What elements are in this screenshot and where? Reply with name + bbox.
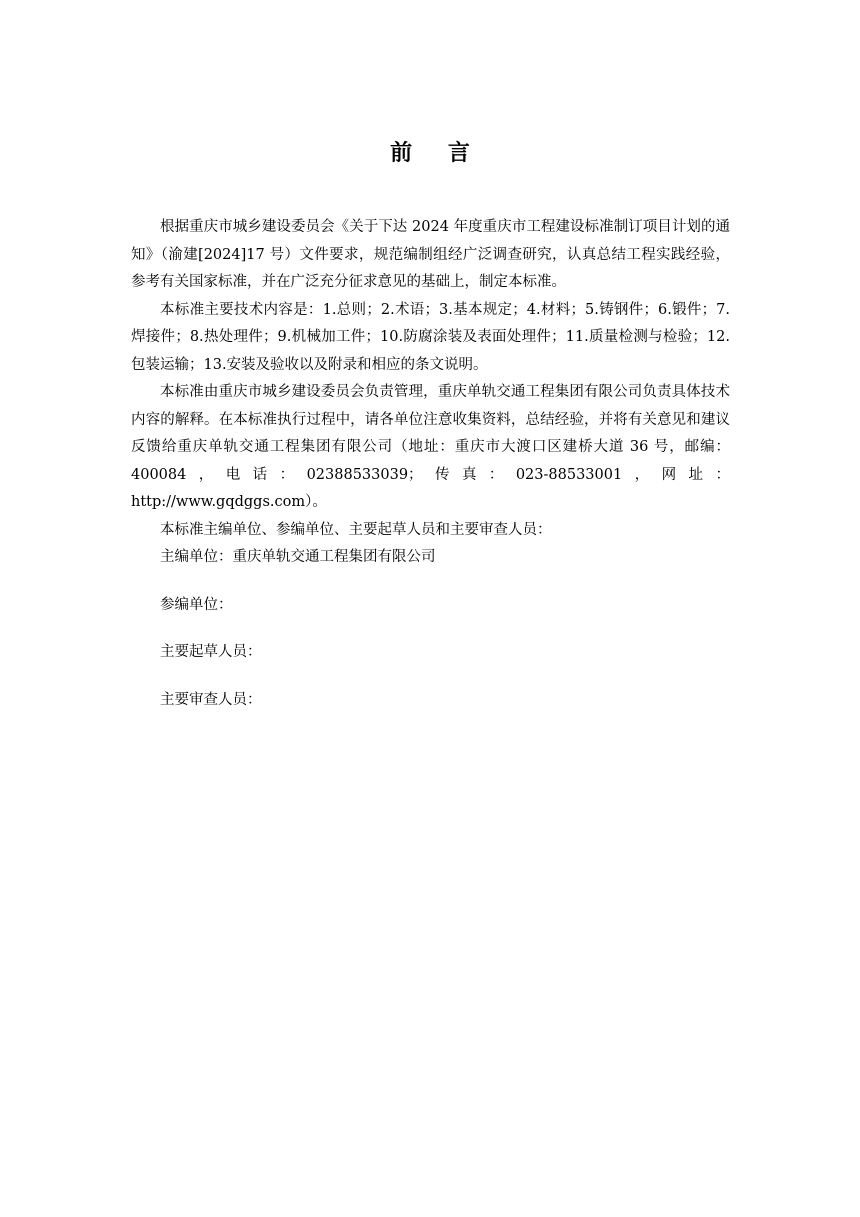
participating-units: 参编单位： [160, 596, 233, 613]
paragraph-management: 本标准由重庆市城乡建设委员会负责管理，重庆单轨交通工程集团有限公司负责具体技术内容的解释。在本标准执行过程中，请各单位注意收集资料，总结经验，并将有关意见和建议反馈给重庆单轨交通工程集团有限公司（地址：重庆市大渡口区建桥大道 36 号，邮编：400084，电话：02388533039；传真：023-88533001，网址：http://www.gqdggs.com）。 [131, 384, 730, 510]
paragraph-basis: 根据重庆市城乡建设委员会《关于下达 2024 年度重庆市工程建设标准制订项目计划的通知》（渝建[2024]17 号）文件要求，规范编制组经广泛调查研究，认真总结工程实践经验，参考有关国家标准，并在广泛充分征求意见的基础上，制定本标准。 [131, 219, 730, 290]
chief-unit: 主编单位：重庆单轨交通工程集团有限公司 [160, 549, 436, 565]
spacer [131, 667, 730, 687]
document-body [131, 214, 730, 714]
page-title: 前 言 [390, 141, 484, 166]
main-drafters: 主要起草人员： [160, 644, 262, 660]
units-intro: 本标准主编单位、参编单位、主要起草人员和主要审查人员： [160, 521, 552, 538]
paragraph-technical-content: 本标准主要技术内容是：1.总则；2.术语；3.基本规定；4.材料；5.铸钢件；6.锻件；7.焊接件；8.热处理件；9.机械加工件；10.防腐涂装及表面处理件；11.质量检测与检验；12.包装运输；13.安装及验收以及附录和相应的条文说明。 [131, 301, 730, 373]
main-reviewers: 主要审查人员： [160, 691, 262, 708]
spacer [131, 619, 730, 639]
spacer [131, 572, 730, 592]
